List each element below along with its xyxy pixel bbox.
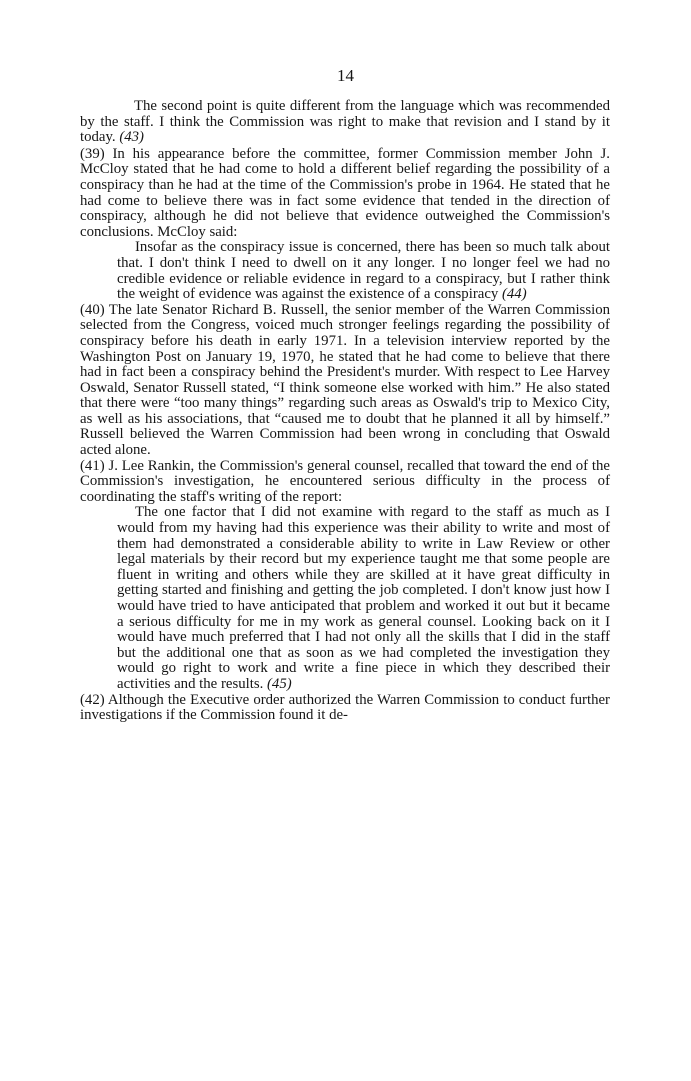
- paragraph-41: (41) J. Lee Rankin, the Commission's general counsel, recalled that toward the end of the Commission's investigation, he encountered serious difficulty in the process of coordinating the staff's writing of the report:: [80, 457, 610, 505]
- block-quote-mccloy: [117, 240, 610, 302]
- paragraph-40: (40) The late Senator Richard B. Russell, the senior member of the Warren Commission selected from the Congress, voiced much stronger feelings regarding the possibility of conspiracy before his death in early 1971. In a television interview reported by the Washington Post on January 19, 1970, he stated that he had come to believe that there had in fact been a conspiracy behind the President's murder. With respect to Lee Harvey Oswald, Senator Russell stated, “I think someone else worked with him.” He also stated that there were “too many things” regarding such areas as Oswald's trip to Mexico City, as well as his associations, that “caused me to doubt that he planned it all by himself.” Russell believed the Warren Commission had been wrong in concluding that Oswald acted alone.: [80, 301, 610, 459]
- paragraph-39: (39) In his appearance before the committee, former Commission member John J. McCloy stated that he had come to hold a different belief regarding the possibility of a conspiracy than he had at the time of the Commission's probe in 1964. He stated that he had come to believe there was in fact some evidence that tended in the direction of conspiracy, although he did not believe that evidence outweighed the Commission's conclusions. McCloy said:: [80, 145, 610, 240]
- footnote-ref: (44): [501, 286, 527, 303]
- paragraph-text: The second point is quite different from the language which was recommended by the staff. I think the Commission was right to make that revision and I stand by it today.: [80, 98, 610, 146]
- quote-text: The one factor that I did not examine with regard to the staff as much as I would from my having had this experience was their ability to write and most of them had demonstrated a considerable ability to write in Law Review or other legal materials by their record but my experience taught me that some people are fluent in writing and others while they are skilled at it have great difficulty in getting started and finishing and getting the job completed. I don't know just how I would have tried to have anticipated that problem and worked it out but it became a serious difficulty for me in my work as general counsel. Looking back on it I would have much preferred that I had not only all the skills that I did in the staff but the additional one that as soon as we had completed the investigation they would go right to work and write a fine piece in which they described their activities and the results.: [117, 504, 610, 692]
- paragraph-42: (42) Although the Executive order authorized the Warren Commission to conduct further investigations if the Commission found it de-: [80, 691, 610, 724]
- document-body: [80, 99, 610, 724]
- quote-text: Insofar as the conspiracy issue is concerned, there has been so much talk about that. I don't think I need to dwell on it any longer. I no longer feel we had no credible evidence or reliable evidence in regard to a conspiracy, but I rather think the weight of evidence was against the existence of a conspiracy: [117, 239, 610, 303]
- block-quote-rankin: [117, 505, 610, 692]
- footnote-ref: (45): [267, 675, 292, 692]
- paragraph-continuation: [80, 99, 610, 146]
- footnote-ref: (43): [119, 129, 144, 146]
- page-number: 14: [337, 66, 354, 85]
